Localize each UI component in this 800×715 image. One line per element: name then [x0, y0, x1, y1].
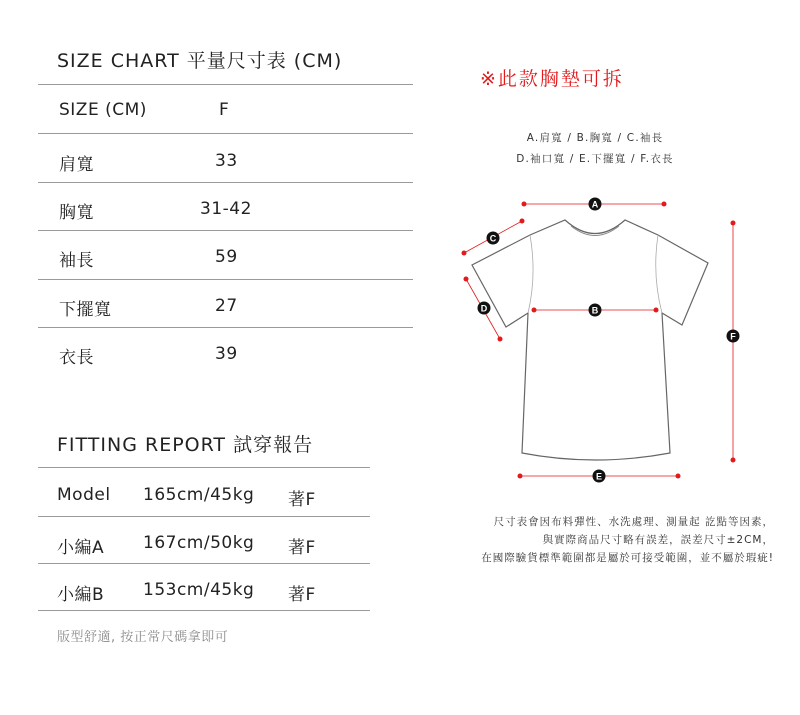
svg-text:B: B	[591, 305, 599, 316]
fitting-name: 小編B	[57, 585, 105, 605]
svg-text:A: A	[591, 199, 599, 210]
marker-c	[487, 232, 500, 245]
marker-a	[589, 198, 602, 211]
fitting-name: Model	[57, 485, 111, 505]
measure-legend-line-1: A.肩寬 / B.胸寬 / C.袖長	[526, 132, 664, 144]
fitting-name: 小編A	[57, 538, 105, 558]
divider	[38, 279, 413, 280]
svg-text:F: F	[730, 331, 736, 342]
size-row-value: 27	[215, 296, 238, 316]
divider	[38, 327, 413, 328]
disclaimer-line-3: 在國際驗貨標準範圍都是屬於可接受範圍，並不屬於瑕疵!	[481, 552, 774, 564]
marker-b	[589, 304, 602, 317]
tshirt-outline	[472, 220, 708, 460]
divider	[38, 467, 370, 468]
size-row-label: 袖長	[59, 251, 94, 271]
size-row-value: 59	[215, 247, 238, 267]
fitting-measure: 165cm/45kg	[143, 485, 255, 505]
size-row-value: 33	[215, 151, 238, 171]
fitting-size-worn: 著F	[288, 490, 316, 510]
fit-comment: 版型舒適, 按正常尺碼拿即可	[57, 630, 229, 645]
marker-f	[727, 330, 740, 343]
divider	[38, 182, 413, 183]
divider	[38, 563, 370, 564]
size-row-value: 31-42	[200, 199, 252, 219]
size-row-label: 下擺寬	[59, 300, 112, 320]
size-row-label: 衣長	[59, 348, 94, 368]
size-header-label: SIZE (CM)	[59, 100, 147, 120]
fitting-measure: 153cm/45kg	[143, 580, 255, 600]
fitting-report-title: FITTING REPORT 試穿報告	[57, 434, 314, 456]
svg-text:E: E	[595, 471, 603, 482]
size-row-label: 肩寬	[59, 155, 94, 175]
size-header-value: F	[219, 100, 230, 120]
measure-legend-line-2: D.袖口寬 / E.下擺寬 / F.衣長	[516, 153, 674, 165]
size-row-label: 胸寬	[59, 203, 94, 223]
marker-d	[478, 302, 491, 315]
svg-text:C: C	[489, 233, 497, 244]
divider	[38, 516, 370, 517]
size-chart-title: SIZE CHART 平量尺寸表 (CM)	[57, 50, 343, 72]
disclaimer-line-1: 尺寸表會因布料彈性、水洗處理、測量起 訖點等因素，	[493, 516, 774, 528]
tshirt-measurement-diagram	[440, 185, 760, 485]
divider	[38, 610, 370, 611]
size-row-value: 39	[215, 344, 238, 364]
divider	[38, 133, 413, 134]
removable-pad-note: ※此款胸墊可拆	[480, 68, 624, 90]
fitting-size-worn: 著F	[288, 538, 316, 558]
svg-text:D: D	[480, 303, 488, 314]
divider	[38, 230, 413, 231]
fitting-size-worn: 著F	[288, 585, 316, 605]
divider	[38, 84, 413, 85]
fitting-measure: 167cm/50kg	[143, 533, 255, 553]
disclaimer-line-2: 與實際商品尺寸略有誤差，誤差尺寸±2CM，	[542, 534, 774, 546]
marker-e	[593, 470, 606, 483]
